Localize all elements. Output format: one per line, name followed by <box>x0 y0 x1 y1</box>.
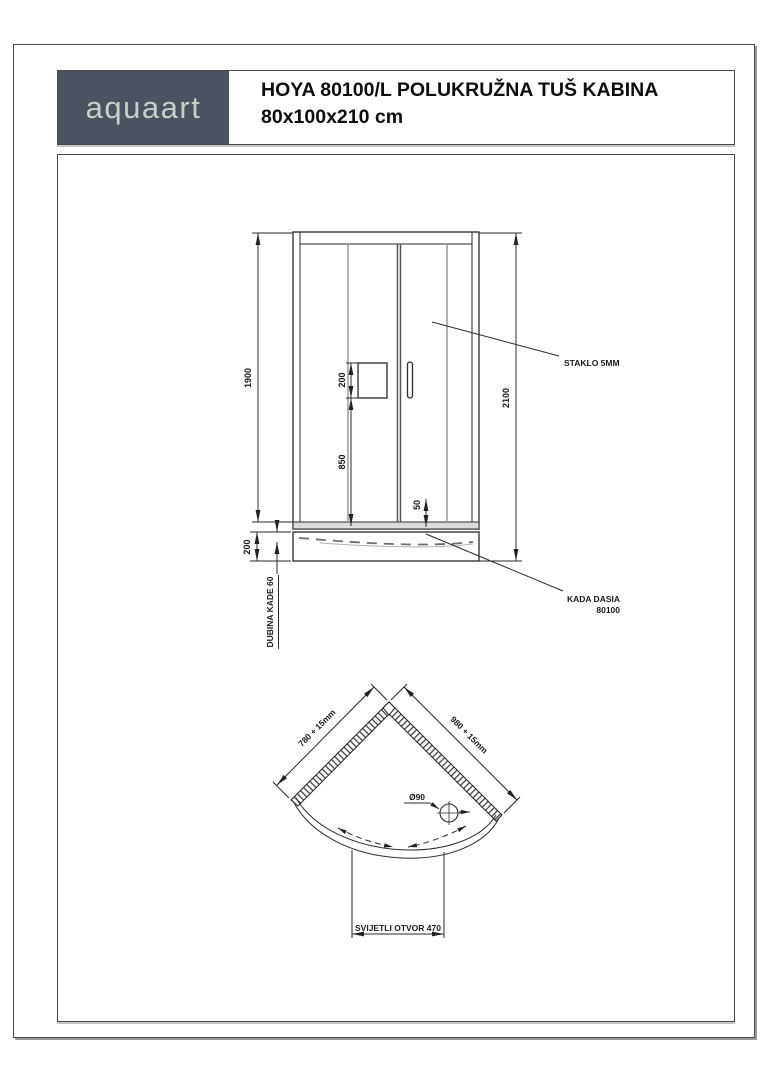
dim-tray-height <box>242 532 291 561</box>
tray-label-line2: 80100 <box>596 605 620 615</box>
dim-tray-height-label: 200 <box>242 539 252 555</box>
drain-label: Ø90 <box>408 792 426 802</box>
shower-tray <box>293 532 479 561</box>
door-handle <box>408 362 413 398</box>
dim-total-height <box>479 233 522 561</box>
title-line-1: HOYA 80100/L POLUKRUŽNA TUŠ KABINA <box>261 79 659 101</box>
dim-left-wall <box>273 684 387 798</box>
wall-right <box>383 702 502 821</box>
front-elevation-view <box>242 232 620 649</box>
door-direction-arrows <box>338 826 466 847</box>
title-line-2: 80x100x210 cm <box>261 106 404 128</box>
tray-depth-label: DUBINA KADE 60 <box>265 576 275 648</box>
wall-left <box>291 702 395 806</box>
plan-view <box>273 684 520 938</box>
dim-shelf-height-label: 200 <box>337 372 347 388</box>
opening-label: SVIJETLI OTVOR 470 <box>355 923 441 933</box>
dim-total-height-label: 2100 <box>501 387 511 409</box>
dim-door-height-label: 1900 <box>243 367 253 389</box>
dim-left-wall-label: 780 + 15mm <box>296 707 338 749</box>
dim-bottom-profile-label: 50 <box>412 499 422 511</box>
glass-label: STAKLO 5MM <box>564 358 620 368</box>
brand-name: aquaart <box>85 89 202 125</box>
dim-clear-opening <box>352 850 444 938</box>
dim-door-height <box>243 233 293 522</box>
tray-depth-annotation <box>265 520 279 649</box>
tray-label-line1: KADA DASIA <box>566 594 620 604</box>
drain-annotation <box>404 792 470 825</box>
tray-annotation <box>426 534 620 615</box>
dim-right-wall-label: 980 + 15mm <box>448 714 490 756</box>
dim-handle-height-label: 850 <box>337 454 347 470</box>
curved-front-glass <box>293 798 499 858</box>
